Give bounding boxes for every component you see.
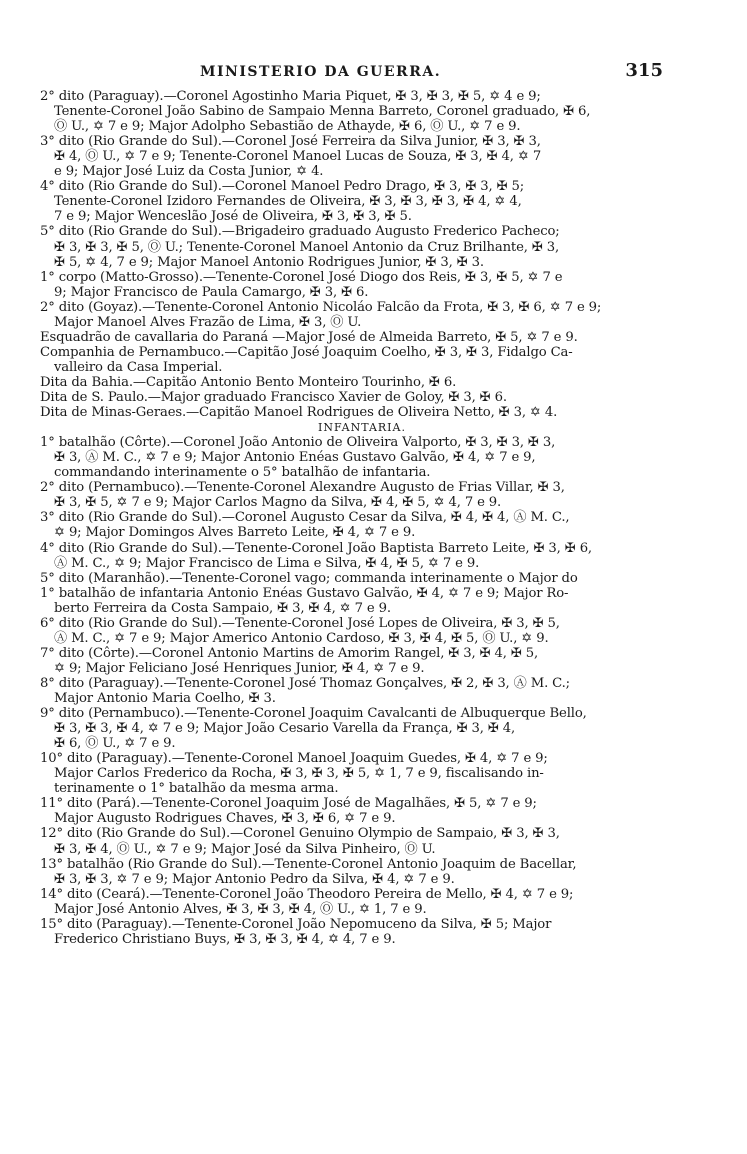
text-line: Major Manoel Alves Frazão de Lima, ✠ 3, Ⓞ U. bbox=[54, 314, 362, 330]
text-line: ✡ 9; Major Domingos Alves Barreto Leite, ✠ 4, ✡ 7 e 9. bbox=[54, 525, 416, 541]
text-line: 7° dito (Côrte).—Coronel Antonio Martins de Amorim Rangel, ✠ 3, ✠ 4, ✠ 5, bbox=[40, 645, 539, 661]
text-line: Ⓞ U., ✡ 7 e 9; Major Adolpho Sebastião de Athayde, ✠ 6, Ⓞ U., ✡ 7 e 9. bbox=[54, 119, 521, 135]
text-line: Esquadrão de cavallaria do Paraná —Major José de Almeida Barreto, ✠ 5, ✡ 7 e 9. bbox=[40, 329, 578, 345]
text-line: 11° dito (Pará).—Tenente-Coronel Joaquim José de Magalhães, ✠ 5, ✡ 7 e 9; bbox=[40, 796, 537, 812]
text-line: 5° dito (Rio Grande do Sul).—Brigadeiro graduado Augusto Frederico Pacheco; bbox=[40, 224, 560, 240]
text-line: Major José Antonio Alves, ✠ 3, ✠ 3, ✠ 4, Ⓞ U., ✡ 1, 7 e 9. bbox=[54, 901, 427, 917]
text-line: 14° dito (Ceará).—Tenente-Coronel João Theodoro Pereira de Mello, ✠ 4, ✡ 7 e 9; bbox=[40, 886, 574, 902]
text-line: 12° dito (Rio Grande do Sul).—Coronel Genuino Olympio de Sampaio, ✠ 3, ✠ 3, bbox=[40, 826, 560, 842]
text-line: 10° dito (Paraguay).—Tenente-Coronel Manoel Joaquim Guedes, ✠ 4, ✡ 7 e 9; bbox=[40, 751, 548, 767]
text-line: Ⓐ M. C., ✡ 7 e 9; Major Americo Antonio Cardoso, ✠ 3, ✠ 4, ✠ 5, Ⓞ U., ✡ 9. bbox=[54, 630, 549, 646]
text-line: berto Ferreira da Costa Sampaio, ✠ 3, ✠ 4, ✡ 7 e 9. bbox=[54, 600, 391, 616]
text-line: 9; Major Francisco de Paula Camargo, ✠ 3, ✠ 6. bbox=[54, 284, 369, 300]
text-line: ✡ 9; Major Feliciano José Henriques Junior, ✠ 4, ✡ 7 e 9. bbox=[54, 660, 425, 676]
text-line: Tenente-Coronel João Sabino de Sampaio Menna Barreto, Coronel graduado, ✠ 6, bbox=[54, 104, 591, 120]
text-line: Dita de Minas-Geraes.—Capitão Manoel Rodrigues de Oliveira Netto, ✠ 3, ✡ 4. bbox=[40, 405, 558, 421]
text-line: ✠ 3, ✠ 3, ✡ 7 e 9; Major Antonio Pedro da Silva, ✠ 4, ✡ 7 e 9. bbox=[54, 871, 455, 887]
text-line: Tenente-Coronel Izidoro Fernandes de Oliveira, ✠ 3, ✠ 3, ✠ 3, ✠ 4, ✡ 4, bbox=[54, 194, 522, 210]
text-line: Major Carlos Frederico da Rocha, ✠ 3, ✠ 3, ✠ 5, ✡ 1, 7 e 9, fiscalisando in- bbox=[54, 766, 544, 782]
text-line: ✠ 5, ✡ 4, 7 e 9; Major Manoel Antonio Rodrigues Junior, ✠ 3, ✠ 3. bbox=[54, 254, 484, 270]
page-header bbox=[0, 60, 747, 86]
text-line: Dita de S. Paulo.—Major graduado Francisco Xavier de Goloy, ✠ 3, ✠ 6. bbox=[40, 390, 507, 405]
text-line: e 9; Major José Luiz da Costa Junior, ✡ 4. bbox=[54, 164, 324, 180]
text-line: 4° dito (Rio Grande do Sul).—Tenente-Coronel João Baptista Barreto Leite, ✠ 3, ✠ 6, bbox=[40, 540, 592, 556]
text-line: 1° corpo (Matto-Grosso).—Tenente-Coronel José Diogo dos Reis, ✠ 3, ✠ 5, ✡ 7 e bbox=[40, 269, 563, 285]
text-line: Frederico Christiano Buys, ✠ 3, ✠ 3, ✠ 4, ✡ 4, 7 e 9. bbox=[54, 931, 396, 947]
page-title: MINISTERIO DA GUERRA. bbox=[200, 64, 442, 80]
text-line: Companhia de Pernambuco.—Capitão José Joaquim Coelho, ✠ 3, ✠ 3, Fidalgo Ca- bbox=[40, 344, 573, 360]
text-line: 6° dito (Rio Grande do Sul).—Tenente-Coronel José Lopes de Oliveira, ✠ 3, ✠ 5, bbox=[40, 615, 560, 631]
text-line: valleiro da Casa Imperial. bbox=[54, 359, 223, 375]
text-line: 15° dito (Paraguay).—Tenente-Coronel João Nepomuceno da Silva, ✠ 5; Major bbox=[40, 916, 552, 932]
text-line: ✠ 3, ✠ 5, ✡ 7 e 9; Major Carlos Magno da Silva, ✠ 4, ✠ 5, ✡ 4, 7 e 9. bbox=[54, 495, 502, 511]
text-line: 1° batalhão (Côrte).—Coronel João Antonio de Oliveira Valporto, ✠ 3, ✠ 3, ✠ 3, bbox=[40, 435, 556, 451]
text-line: 2° dito (Paraguay).—Coronel Agostinho Maria Piquet, ✠ 3, ✠ 3, ✠ 5, ✡ 4 e 9; bbox=[40, 89, 541, 104]
page-number: 315 bbox=[625, 60, 663, 81]
text-line: Dita da Bahia.—Capitão Antonio Bento Monteiro Tourinho, ✠ 6. bbox=[40, 374, 457, 390]
text-line: Ⓐ M. C., ✡ 9; Major Francisco de Lima e Silva, ✠ 4, ✠ 5, ✡ 7 e 9. bbox=[54, 555, 480, 571]
text-line: 8° dito (Paraguay).—Tenente-Coronel José Thomaz Gonçalves, ✠ 2, ✠ 3, Ⓐ M. C.; bbox=[40, 675, 570, 691]
text-line: commandando interinamente o 5° batalhão de infantaria. bbox=[54, 465, 431, 481]
text-line: 9° dito (Pernambuco).—Tenente-Coronel Joaquim Cavalcanti de Albuquerque Bello, bbox=[40, 706, 587, 722]
text-line: 2° dito (Pernambuco).—Tenente-Coronel Alexandre Augusto de Frias Villar, ✠ 3, bbox=[40, 480, 565, 496]
text-line: 13° batalhão (Rio Grande do Sul).—Tenente-Coronel Antonio Joaquim de Bacellar, bbox=[40, 856, 577, 872]
text-line: terinamente o 1° batalhão da mesma arma. bbox=[54, 781, 339, 797]
text-line: ✠ 3, ✠ 4, Ⓞ U., ✡ 7 e 9; Major José da Silva Pinheiro, Ⓞ U. bbox=[54, 841, 436, 857]
text-line: ✠ 4, Ⓞ U., ✡ 7 e 9; Tenente-Coronel Manoel Lucas de Souza, ✠ 3, ✠ 4, ✡ 7 bbox=[54, 149, 542, 165]
text-line: ✠ 3, Ⓐ M. C., ✡ 7 e 9; Major Antonio Enéas Gustavo Galvão, ✠ 4, ✡ 7 e 9, bbox=[54, 450, 536, 466]
text-line: Major Antonio Maria Coelho, ✠ 3. bbox=[54, 691, 276, 706]
text-line: Major Augusto Rodrigues Chaves, ✠ 3, ✠ 6, ✡ 7 e 9. bbox=[54, 811, 396, 827]
text-line: ✠ 6, Ⓞ U., ✡ 7 e 9. bbox=[54, 736, 176, 752]
section-heading-infantaria: INFANTARIA. bbox=[318, 421, 406, 435]
text-line: 4° dito (Rio Grande do Sul).—Coronel Manoel Pedro Drago, ✠ 3, ✠ 3, ✠ 5; bbox=[40, 179, 525, 195]
text-line: 7 e 9; Major Wenceslão José de Oliveira, ✠ 3, ✠ 3, ✠ 5. bbox=[54, 209, 412, 225]
text-line: 3° dito (Rio Grande do Sul).—Coronel Augusto Cesar da Silva, ✠ 4, ✠ 4, Ⓐ M. C., bbox=[40, 510, 570, 526]
text-line: 3° dito (Rio Grande do Sul).—Coronel José Ferreira da Silva Junior, ✠ 3, ✠ 3, bbox=[40, 134, 541, 150]
text-line: 1° batalhão de infantaria Antonio Enéas Gustavo Galvão, ✠ 4, ✡ 7 e 9; Major Ro- bbox=[40, 585, 569, 601]
text-line: ✠ 3, ✠ 3, ✠ 5, Ⓞ U.; Tenente-Coronel Manoel Antonio da Cruz Brilhante, ✠ 3, bbox=[54, 239, 560, 255]
text-line: ✠ 3, ✠ 3, ✠ 4, ✡ 7 e 9; Major João Cesario Varella da França, ✠ 3, ✠ 4, bbox=[54, 721, 516, 737]
text-line: 2° dito (Goyaz).—Tenente-Coronel Antonio Nicoláo Falcão da Frota, ✠ 3, ✠ 6, ✡ 7 e 9; bbox=[40, 299, 602, 315]
text-line: 5° dito (Maranhão).—Tenente-Coronel vago; commanda interinamente o Major do bbox=[40, 570, 578, 586]
